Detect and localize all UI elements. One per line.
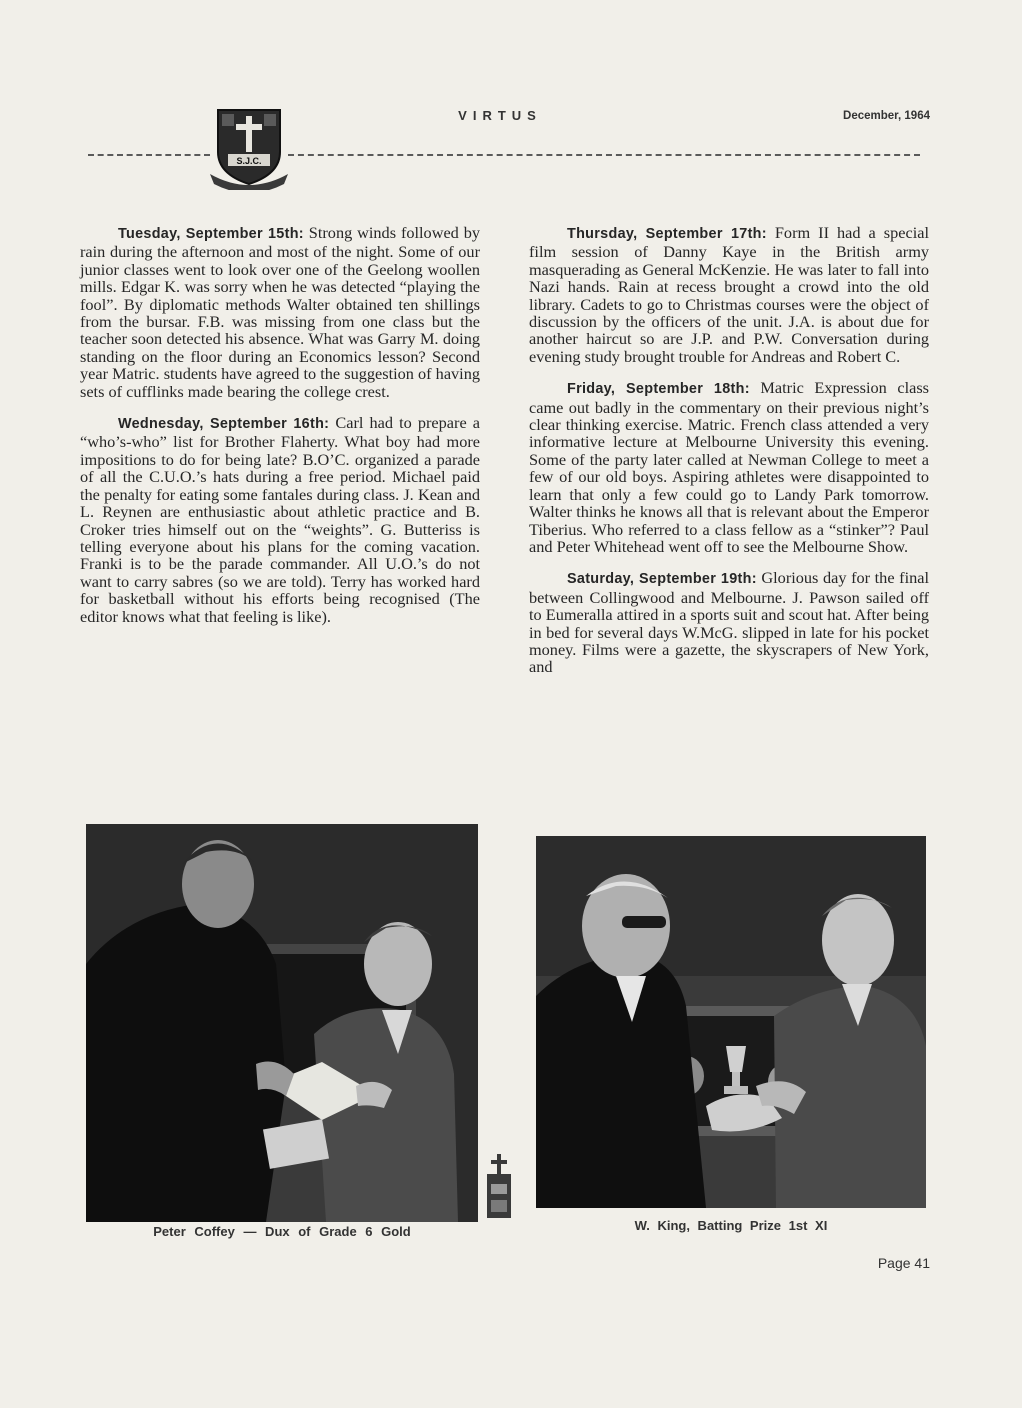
entry-text: Form II had a special film session of Danny Kaye in the British army masquerading as General McKenzie. He was later to fall into Nazi hands. Rain at recess brought a crowd into the old library. Cadets to go to Christmas courses were the object of discussion by the officers of the unit. J.A. is about due for another haircut so are J.P. and P.W. Conversation during evening study brought trouble for Andreas and Robert C. [529, 223, 929, 366]
photo-prize-presentation-2 [536, 836, 926, 1208]
entry-text: Matric Expression class came out badly in the commentary on their previous night’s clear thinking exercise. Matric. French class attended a very informative lecture at Melbourne University this evening. Some of the party later called at Newman College to meet a few of our old boys. Aspiring athletes were disappointed to learn that only a few could go to Landy Park tomorrow. Walter thinks he knows all that is relevant about the Emperor Tiberius. Who referred to a class fellow as a “stinker”? Paul and Peter Whitehead went off to see the Melbourne Show. [529, 378, 930, 556]
mini-crest-icon [483, 1150, 515, 1220]
left-column [80, 224, 480, 639]
page-number: Page 41 [877, 1255, 930, 1271]
photo-caption-1: Peter Coffey — Dux of Grade 6 Gold [153, 1224, 411, 1239]
svg-text:S.J.C.: S.J.C. [236, 156, 262, 166]
entry-text: Glorious day for the final between Collingwood and Melbourne. J. Pawson sailed off to Eumeralla attired in a sports suit and scout hat. After being in bed for several days W.McG. slipped in late for his pocket money. Films were a gazette, the skyscrapers of New York, and [529, 568, 929, 677]
header-rule-right [288, 154, 920, 156]
entry-date-heading: Tuesday, September 15th: [118, 226, 304, 242]
issue-date: December, 1964 [843, 110, 930, 122]
college-crest-icon [208, 104, 290, 190]
entry-date-heading: Thursday, September 17th: [567, 226, 767, 242]
entry-date-heading: Saturday, September 19th: [567, 571, 757, 588]
photo-prize-presentation-1 [86, 824, 478, 1222]
diary-entry [529, 569, 929, 675]
entry-text: Strong winds followed by rain during the afternoon and most of the night. Some of our junior classes went to look over one of the Geelong woollen mills. Edgar K. was sorry when he was detected “playing the fool”. By diplomatic methods Walter obtained ten shillings from the bursar. F.B. was missing from one class but the teacher soon detected his absence. What was Garry M. doing standing on the floor during an Economics lesson? Second year Matric. students have agreed to the suggestion of having sets of cufflinks made bearing the college crest. [80, 223, 481, 401]
diary-entry [529, 224, 929, 365]
entry-date-heading: Friday, September 18th: [567, 381, 750, 398]
entry-text: Carl had to prepare a “who’s-who” list for Brother Flaherty. What boy had more impositions to do for being late? B.O’C. organized a parade of all the C.U.O.’s hats during a free period. Michael paid the penalty for eating some fantales during class. J. Kean and L. Reynen are enthusiastic about athletic practice and B. Croker tries himself out on the “weights”. G. Butteriss is telling everyone about his plans for the coming vacation. Franki is to be the parade commander. All U.O.’s do not want to carry sabres (so we are told). Terry has worked hard for basketball without his efforts being recognised (The editor knows what that feeling is like). [80, 413, 480, 626]
photo-caption-2: W. King, Batting Prize 1st XI [634, 1218, 828, 1233]
header-rule-left [88, 154, 210, 156]
diary-entry [80, 224, 480, 400]
entry-date-heading: Wednesday, September 16th: [118, 416, 330, 433]
right-column [529, 224, 929, 690]
magazine-title: VIRTUS [458, 108, 542, 123]
diary-entry [80, 414, 480, 625]
diary-entry [529, 379, 929, 555]
